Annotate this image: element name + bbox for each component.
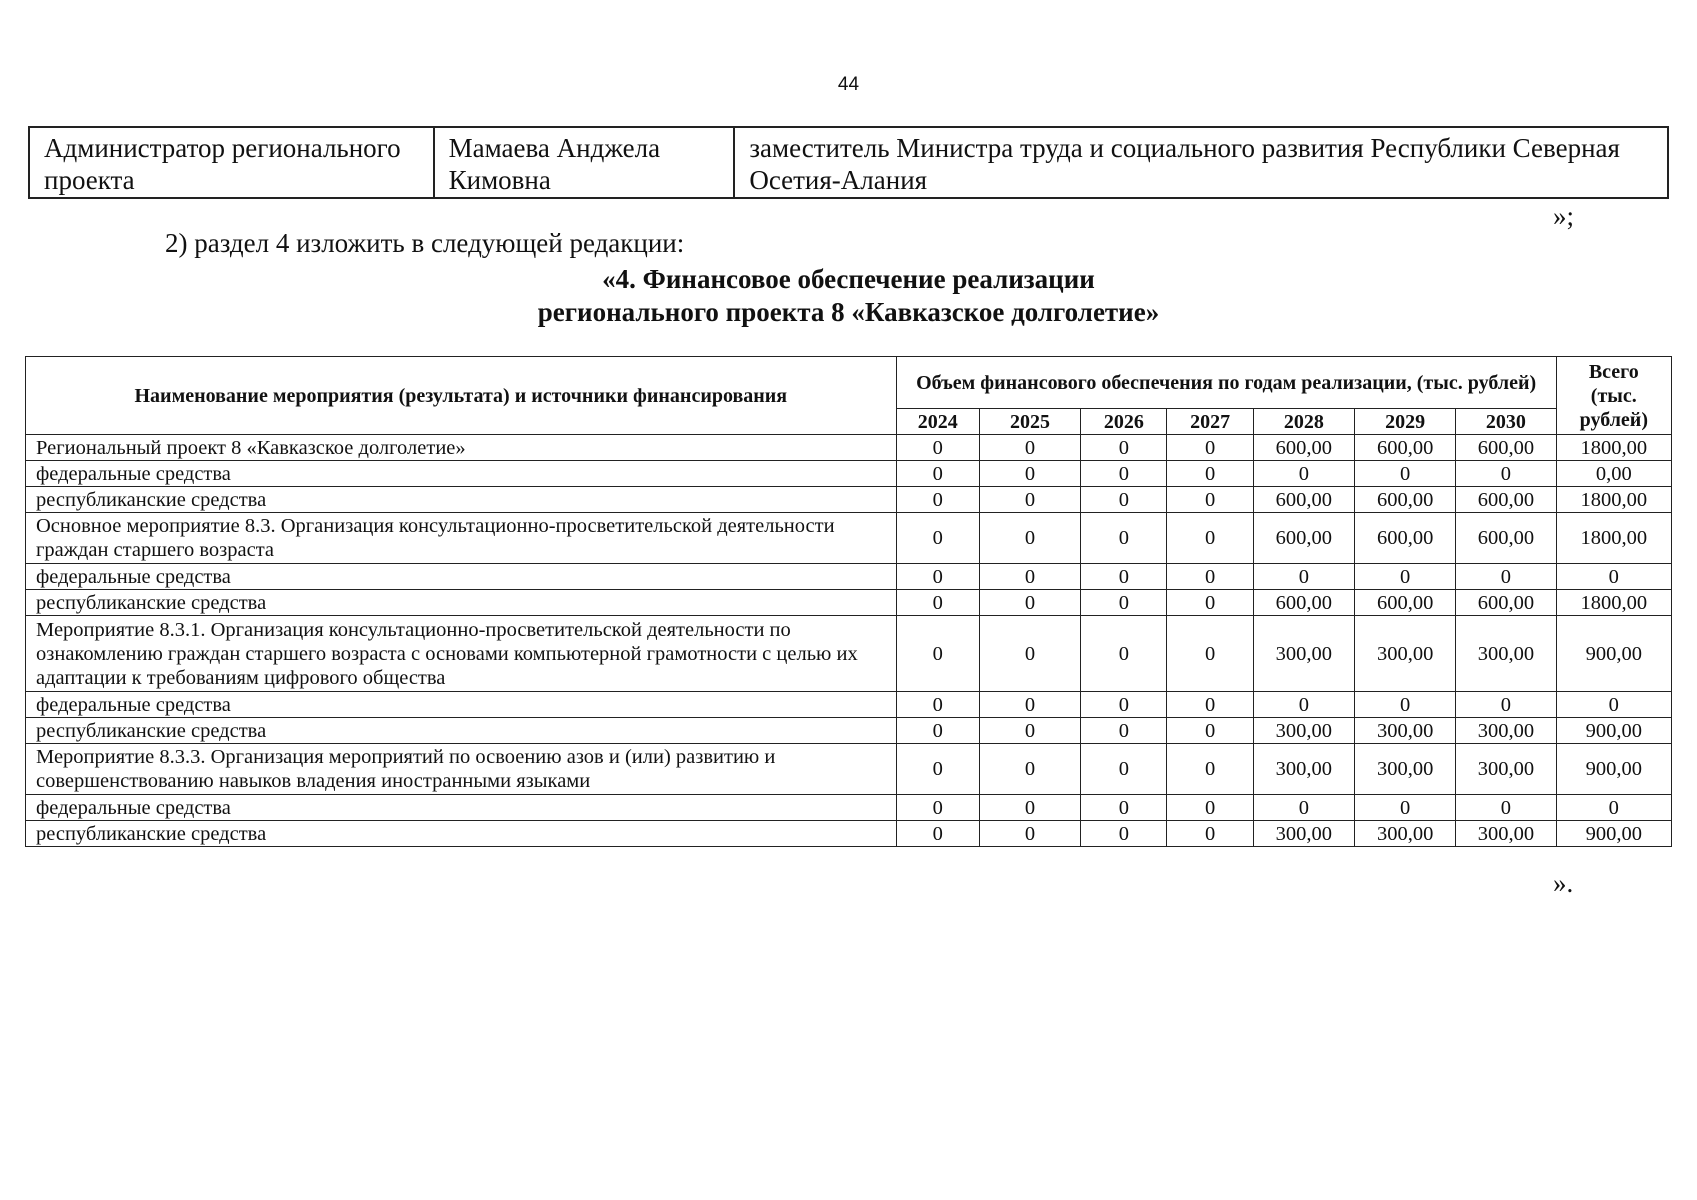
row-name: федеральные средства bbox=[26, 564, 897, 590]
year-header: 2027 bbox=[1167, 409, 1253, 435]
year-header: 2030 bbox=[1456, 409, 1556, 435]
year-value-cell: 300,00 bbox=[1456, 718, 1556, 744]
year-value-cell: 0 bbox=[1167, 795, 1253, 821]
section-title-line-1: «4. Финансовое обеспечение реализации bbox=[602, 264, 1095, 294]
year-value-cell: 600,00 bbox=[1354, 487, 1455, 513]
row-total: 900,00 bbox=[1556, 616, 1671, 692]
year-value-cell: 0 bbox=[1253, 461, 1354, 487]
year-value-cell: 0 bbox=[896, 744, 979, 795]
row-total: 1800,00 bbox=[1556, 513, 1671, 564]
closing-quote: »; bbox=[1553, 201, 1575, 231]
year-value-cell: 300,00 bbox=[1253, 718, 1354, 744]
year-value-cell: 0 bbox=[896, 616, 979, 692]
year-value-cell: 0 bbox=[1167, 461, 1253, 487]
administrator-position: заместитель Министра труда и социального развития Республики Северная Осетия-Алания bbox=[734, 127, 1668, 198]
year-value-cell: 600,00 bbox=[1253, 590, 1354, 616]
row-total: 0 bbox=[1556, 795, 1671, 821]
administrator-table bbox=[28, 126, 1669, 199]
year-value-cell: 0 bbox=[979, 564, 1080, 590]
table-row bbox=[26, 564, 1672, 590]
year-value-cell: 300,00 bbox=[1253, 744, 1354, 795]
row-total: 0,00 bbox=[1556, 461, 1671, 487]
year-value-cell: 0 bbox=[1456, 795, 1556, 821]
year-value-cell: 0 bbox=[979, 487, 1080, 513]
year-value-cell: 0 bbox=[1081, 692, 1167, 718]
row-name: республиканские средства bbox=[26, 487, 897, 513]
year-value-cell: 600,00 bbox=[1456, 435, 1556, 461]
row-total: 1800,00 bbox=[1556, 487, 1671, 513]
table-row bbox=[26, 795, 1672, 821]
table-row bbox=[26, 692, 1672, 718]
year-value-cell: 0 bbox=[979, 718, 1080, 744]
table-row bbox=[26, 590, 1672, 616]
row-name: федеральные средства bbox=[26, 795, 897, 821]
year-header: 2025 bbox=[979, 409, 1080, 435]
year-value-cell: 0 bbox=[896, 461, 979, 487]
row-name: республиканские средства bbox=[26, 821, 897, 847]
table-row bbox=[26, 487, 1672, 513]
year-value-cell: 0 bbox=[1081, 795, 1167, 821]
row-total: 900,00 bbox=[1556, 718, 1671, 744]
table-row bbox=[26, 513, 1672, 564]
year-value-cell: 0 bbox=[1253, 795, 1354, 821]
year-value-cell: 300,00 bbox=[1456, 744, 1556, 795]
year-value-cell: 0 bbox=[979, 461, 1080, 487]
table-row bbox=[26, 461, 1672, 487]
table-row bbox=[26, 821, 1672, 847]
year-value-cell: 600,00 bbox=[1354, 513, 1455, 564]
header-volume: Объем финансового обеспечения по годам реализации, (тыс. рублей) bbox=[896, 357, 1556, 409]
year-value-cell: 0 bbox=[1354, 461, 1455, 487]
year-value-cell: 300,00 bbox=[1253, 821, 1354, 847]
year-value-cell: 0 bbox=[1167, 590, 1253, 616]
year-value-cell: 0 bbox=[979, 795, 1080, 821]
year-value-cell: 600,00 bbox=[1253, 487, 1354, 513]
year-value-cell: 300,00 bbox=[1456, 821, 1556, 847]
table-row bbox=[26, 616, 1672, 692]
year-value-cell: 0 bbox=[979, 692, 1080, 718]
year-value-cell: 0 bbox=[896, 513, 979, 564]
year-value-cell: 300,00 bbox=[1354, 616, 1455, 692]
year-value-cell: 0 bbox=[896, 487, 979, 513]
year-value-cell: 0 bbox=[1081, 461, 1167, 487]
year-value-cell: 0 bbox=[1456, 461, 1556, 487]
year-value-cell: 0 bbox=[1354, 692, 1455, 718]
year-value-cell: 0 bbox=[1456, 692, 1556, 718]
year-value-cell: 0 bbox=[979, 744, 1080, 795]
table-row bbox=[26, 718, 1672, 744]
section-title-line-2: регионального проекта 8 «Кавказское долголетие» bbox=[537, 297, 1160, 327]
row-name: Основное мероприятие 8.3. Организация консультационно-просветительской деятельности граждан старшего возраста bbox=[26, 513, 897, 564]
year-value-cell: 0 bbox=[896, 718, 979, 744]
year-value-cell: 600,00 bbox=[1456, 487, 1556, 513]
year-value-cell: 0 bbox=[896, 795, 979, 821]
row-total: 1800,00 bbox=[1556, 590, 1671, 616]
year-value-cell: 0 bbox=[1167, 718, 1253, 744]
closing-quote-end: ». bbox=[1553, 868, 1574, 898]
year-value-cell: 0 bbox=[1456, 564, 1556, 590]
year-value-cell: 0 bbox=[1081, 590, 1167, 616]
year-value-cell: 0 bbox=[1081, 616, 1167, 692]
year-value-cell: 300,00 bbox=[1354, 718, 1455, 744]
year-value-cell: 0 bbox=[979, 616, 1080, 692]
row-name: Мероприятие 8.3.1. Организация консультационно-просветительской деятельности по ознакомлению граждан старшего возраста с основами компьютерной грамотности с целью их адаптации к требованиям цифрового общества bbox=[26, 616, 897, 692]
year-value-cell: 0 bbox=[1081, 744, 1167, 795]
year-value-cell: 0 bbox=[979, 513, 1080, 564]
year-value-cell: 600,00 bbox=[1456, 590, 1556, 616]
row-name: Мероприятие 8.3.3. Организация мероприятий по освоению азов и (или) развитию и совершенствованию навыков владения иностранными языками bbox=[26, 744, 897, 795]
table-body bbox=[26, 435, 1672, 847]
year-value-cell: 0 bbox=[1167, 744, 1253, 795]
row-total: 0 bbox=[1556, 564, 1671, 590]
row-total: 900,00 bbox=[1556, 821, 1671, 847]
year-header: 2026 bbox=[1081, 409, 1167, 435]
table-header-row bbox=[26, 357, 1672, 409]
instruction-text: 2) раздел 4 изложить в следующей редакции: bbox=[165, 228, 685, 258]
year-value-cell: 0 bbox=[1167, 513, 1253, 564]
year-value-cell: 0 bbox=[896, 590, 979, 616]
year-value-cell: 0 bbox=[1081, 513, 1167, 564]
year-value-cell: 0 bbox=[979, 590, 1080, 616]
year-value-cell: 0 bbox=[1167, 616, 1253, 692]
year-value-cell: 0 bbox=[1167, 487, 1253, 513]
section-title bbox=[0, 263, 1697, 329]
year-header: 2029 bbox=[1354, 409, 1455, 435]
year-value-cell: 0 bbox=[1167, 564, 1253, 590]
row-name: федеральные средства bbox=[26, 461, 897, 487]
year-value-cell: 0 bbox=[1354, 795, 1455, 821]
year-value-cell: 600,00 bbox=[1354, 590, 1455, 616]
year-value-cell: 0 bbox=[896, 564, 979, 590]
row-name: республиканские средства bbox=[26, 590, 897, 616]
year-value-cell: 300,00 bbox=[1354, 744, 1455, 795]
administrator-row bbox=[29, 127, 1668, 198]
header-name: Наименование мероприятия (результата) и источники финансирования bbox=[26, 357, 897, 435]
year-value-cell: 0 bbox=[1081, 821, 1167, 847]
administrator-name: Мамаева Анджела Кимовна bbox=[434, 127, 735, 198]
year-value-cell: 0 bbox=[979, 435, 1080, 461]
year-value-cell: 0 bbox=[896, 435, 979, 461]
row-total: 1800,00 bbox=[1556, 435, 1671, 461]
year-value-cell: 0 bbox=[1253, 692, 1354, 718]
year-header: 2024 bbox=[896, 409, 979, 435]
header-total: Всего (тыс. рублей) bbox=[1556, 357, 1671, 435]
year-value-cell: 300,00 bbox=[1456, 616, 1556, 692]
year-value-cell: 0 bbox=[1081, 487, 1167, 513]
year-value-cell: 600,00 bbox=[1456, 513, 1556, 564]
year-value-cell: 0 bbox=[1354, 564, 1455, 590]
year-value-cell: 600,00 bbox=[1253, 513, 1354, 564]
year-value-cell: 300,00 bbox=[1354, 821, 1455, 847]
year-value-cell: 0 bbox=[1167, 435, 1253, 461]
year-value-cell: 0 bbox=[1081, 718, 1167, 744]
row-total: 900,00 bbox=[1556, 744, 1671, 795]
table-row bbox=[26, 744, 1672, 795]
administrator-role: Администратор регионального проекта bbox=[29, 127, 434, 198]
year-value-cell: 600,00 bbox=[1354, 435, 1455, 461]
year-value-cell: 300,00 bbox=[1253, 616, 1354, 692]
year-value-cell: 0 bbox=[1167, 821, 1253, 847]
row-name: федеральные средства bbox=[26, 692, 897, 718]
year-value-cell: 0 bbox=[1167, 692, 1253, 718]
row-name: республиканские средства bbox=[26, 718, 897, 744]
year-value-cell: 0 bbox=[1253, 564, 1354, 590]
table-row bbox=[26, 435, 1672, 461]
page-number: 44 bbox=[837, 74, 860, 95]
row-total: 0 bbox=[1556, 692, 1671, 718]
year-value-cell: 0 bbox=[979, 821, 1080, 847]
row-name: Региональный проект 8 «Кавказское долголетие» bbox=[26, 435, 897, 461]
year-header: 2028 bbox=[1253, 409, 1354, 435]
year-value-cell: 0 bbox=[1081, 435, 1167, 461]
year-value-cell: 600,00 bbox=[1253, 435, 1354, 461]
financing-table bbox=[25, 356, 1672, 847]
year-value-cell: 0 bbox=[1081, 564, 1167, 590]
year-value-cell: 0 bbox=[896, 692, 979, 718]
year-value-cell: 0 bbox=[896, 821, 979, 847]
